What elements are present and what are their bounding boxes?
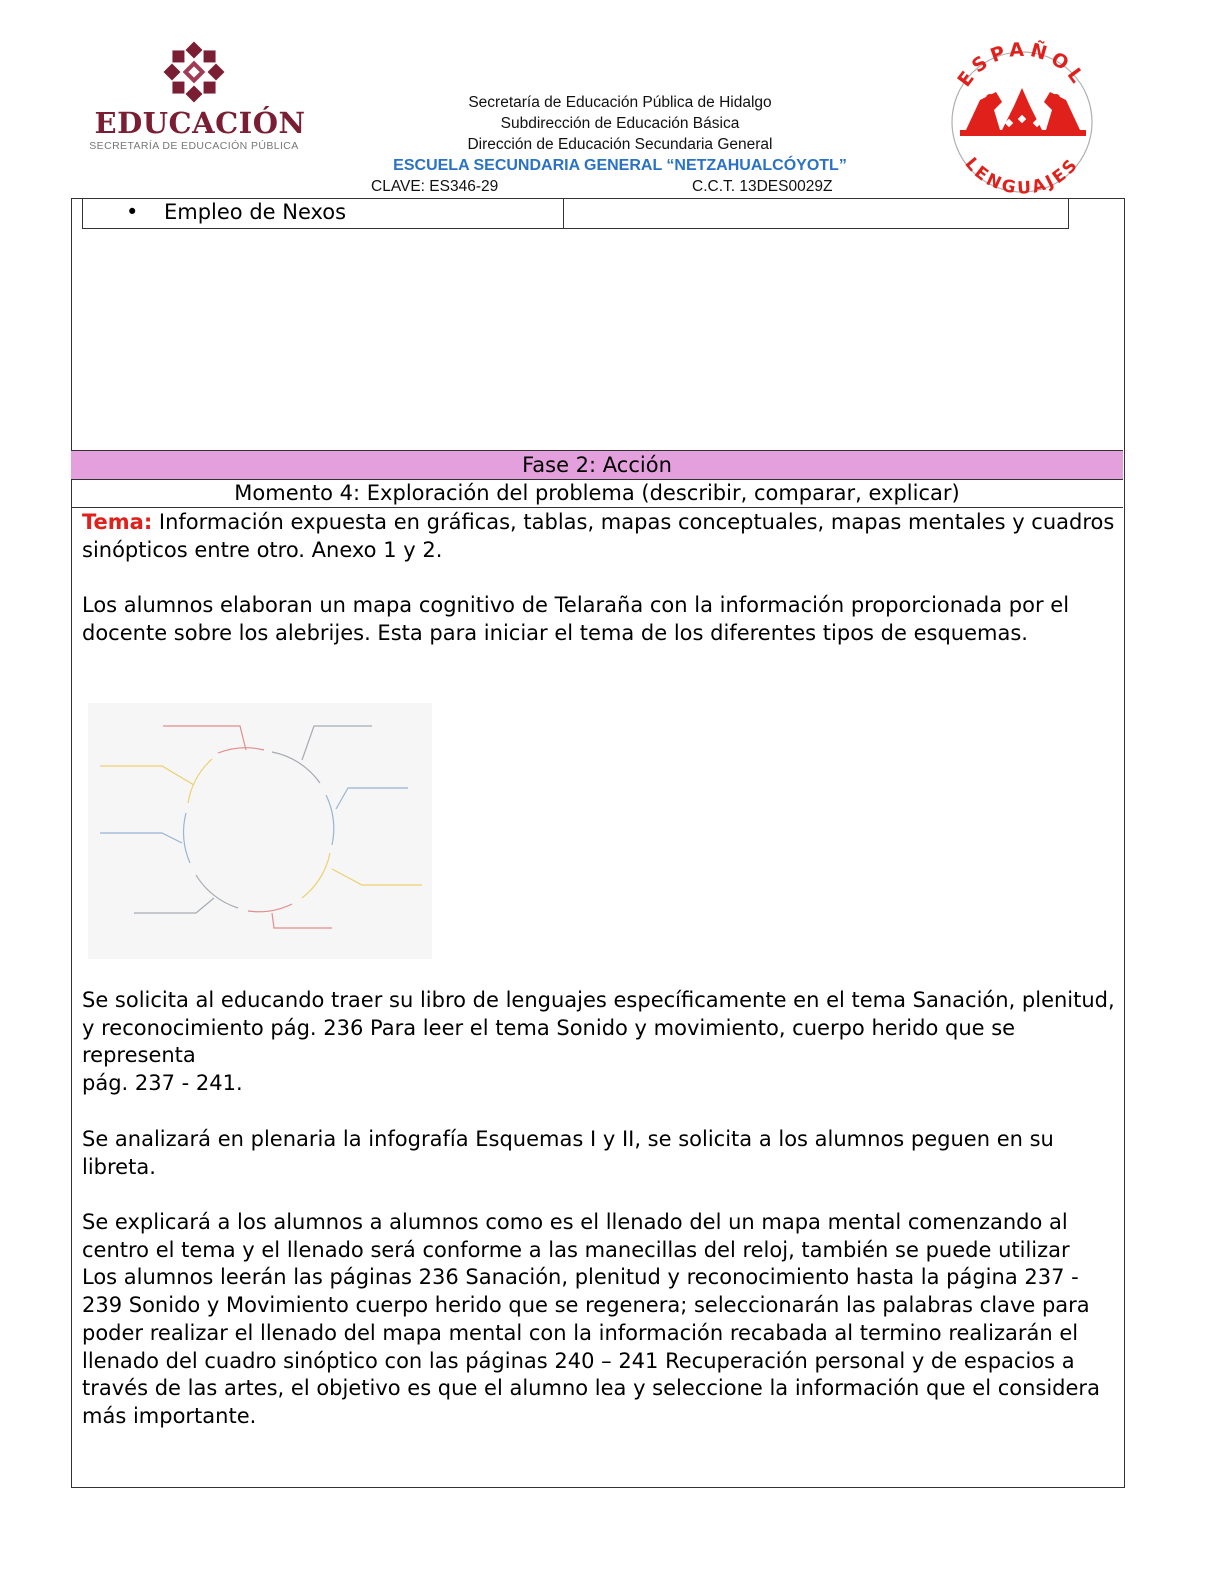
- header-text: [340, 92, 900, 196]
- paragraph-1: Los alumnos elaboran un mapa cognitivo de Telaraña con la información proporcionada por el docente sobre los alebrijes. Esta para iniciar el tema de los diferentes tipos de esquemas.: [82, 593, 1070, 645]
- school-name: ESCUELA SECUNDARIA GENERAL “NETZAHUALCÓYOTL”: [393, 157, 847, 174]
- clave-row: [340, 176, 900, 196]
- logo-bottom-word: LENGUAJES: [960, 153, 1084, 199]
- nexos-text: Empleo de Nexos: [164, 200, 347, 224]
- spoke-bottom-left: [134, 898, 214, 913]
- tema-text: Información expuesta en gráficas, tablas, mapas conceptuales, mapas mentales y cuadros sinópticos entre otro. Anexo 1 y 2.: [82, 510, 1115, 562]
- spoke-top-right: [302, 726, 372, 760]
- header-line-2: Subdirección de Educación Básica: [500, 115, 740, 132]
- circle-arc-blue-2: [184, 813, 190, 863]
- spider-map-diagram: [88, 703, 432, 959]
- logo-word: EDUCACIÓN: [94, 106, 306, 140]
- cct-code: C.C.T. 13DES0029Z: [692, 178, 833, 195]
- momento-heading: Momento 4: Exploración del problema (describir, comparar, explicar): [71, 479, 1123, 508]
- birds-emblem-icon: [960, 88, 1086, 136]
- header-line-1: Secretaría de Educación Pública de Hidalgo: [468, 94, 772, 111]
- spoke-left-lower: [100, 833, 182, 843]
- spoke-bottom-right: [272, 913, 332, 928]
- spoke-top-left: [163, 726, 246, 750]
- bullet-icon: •: [126, 200, 139, 224]
- logo-top-word: ESPAÑOL: [953, 40, 1091, 92]
- circle-arc-red: [218, 748, 264, 753]
- tema-label: Tema:: [82, 510, 153, 534]
- circle-arc-yellow-2: [188, 759, 212, 803]
- espanol-lenguajes-logo: [940, 40, 1105, 200]
- circle-arc-red-2: [248, 904, 292, 912]
- circle-arc-blue: [326, 795, 334, 845]
- educacion-logo: [74, 40, 314, 155]
- circle-arc-gray-2: [196, 875, 238, 908]
- spoke-left-upper: [100, 766, 194, 785]
- spoke-right-upper: [336, 788, 408, 809]
- list-item: [126, 200, 346, 224]
- paragraph-4: Se explicará a los alumnos a alumnos como es el llenado del un mapa mental comenzando al centro el tema y el llenado será conforme a las manecillas del reloj, también se puede utilizar Los alumnos leerán las páginas 236 Sanación, plenitud y reconocimiento hasta la página 237 - 239 Sonido y Movimiento cuerpo herido que se regenera; seleccionarán las palabras clave para poder realizar el llenado del mapa mental con la información recabada al termino realizarán el llenado del cuadro sinóptico con las páginas 240 – 241 Recuperación personal y de espacios a través de las artes, el objetivo es que el alumno lea y seleccione la información que el considera más importante.: [82, 1210, 1100, 1428]
- fase-heading: Fase 2: Acción: [71, 450, 1123, 480]
- header-line-3: Dirección de Educación Secundaria General: [467, 136, 773, 153]
- tema-paragraph: [82, 509, 1117, 564]
- paragraph-3: Se analizará en plenaria la infografía Esquemas I y II, se solicita a los alumnos peguen en su libreta.: [82, 1127, 1054, 1179]
- circle-arc-gray: [272, 752, 320, 783]
- flower-emblem-icon: [74, 40, 314, 106]
- spoke-right-lower: [332, 869, 422, 885]
- circle-arc-yellow: [302, 853, 330, 898]
- table-divider: [563, 199, 564, 228]
- logo-subtitle: SECRETARÍA DE EDUCACIÓN PÚBLICA: [89, 140, 299, 152]
- clave-code: CLAVE: ES346-29: [371, 178, 499, 195]
- paragraph-2: Se solicita al educando traer su libro de lenguajes específicamente en el tema Sanación, plenitud, y reconocimiento pág. 236 Para leer el tema Sonido y movimiento, cuerpo herido que se representa pág. 237 - 241.: [82, 988, 1115, 1096]
